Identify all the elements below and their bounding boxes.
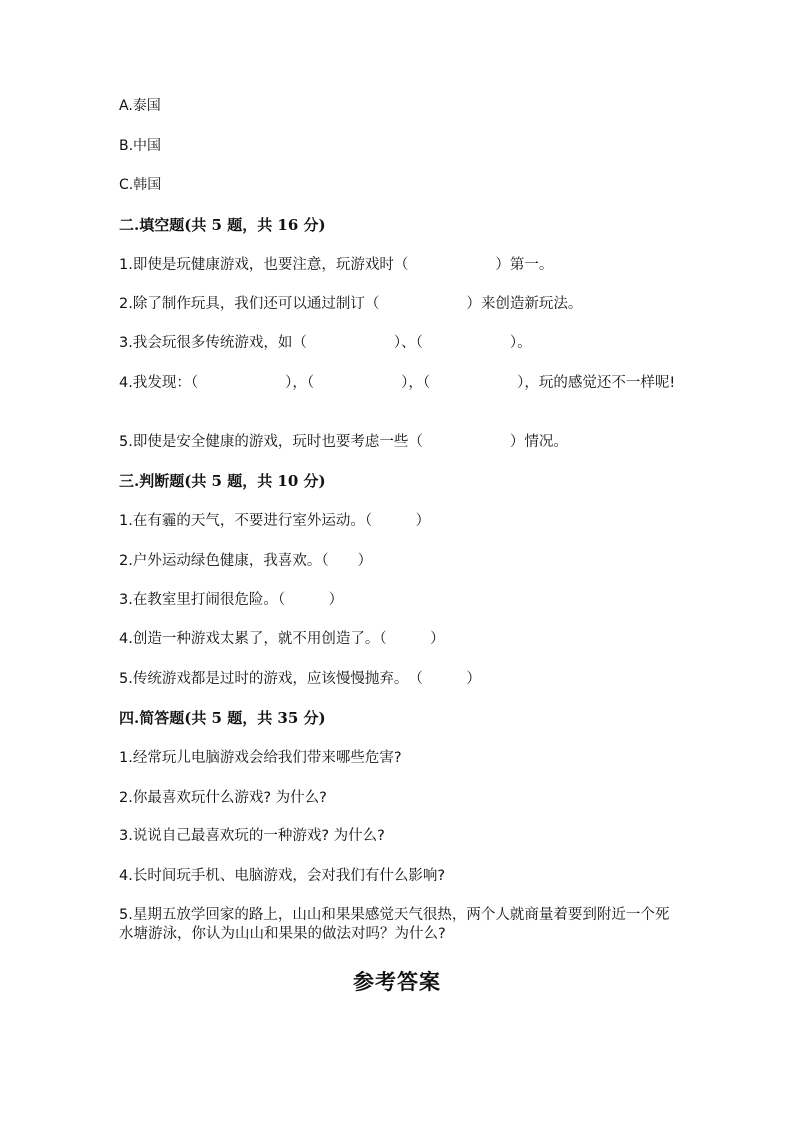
question-item: 3.在教室里打闹很危险。（ ）	[119, 592, 344, 608]
option-b: B.中国	[119, 138, 162, 154]
question-item: 4.创造一种游戏太累了，就不用创造了。（ ）	[119, 631, 445, 647]
question-item: 3.说说自己最喜欢玩的一种游戏? 为什么?	[119, 828, 385, 844]
question-item: 3.我会玩很多传统游戏，如（ ）、（ ）。	[119, 335, 532, 351]
question-item: 1.经常玩儿电脑游戏会给我们带来哪些危害?	[119, 750, 402, 766]
question-item: 5.星期五放学回家的路上，山山和果果感觉天气很热，两个人就商量着要到附近一个死水塘游泳，你认为山山和果果的做法对吗？为什么?	[119, 907, 670, 942]
question-item: 2.你最喜欢玩什么游戏? 为什么?	[119, 790, 327, 806]
question-item: 5.即使是安全健康的游戏，玩时也要考虑一些（ ）情况。	[119, 434, 568, 450]
question-item: 2.除了制作玩具，我们还可以通过制订（ ）来创造新玩法。	[119, 296, 583, 312]
section-heading-true-false: 三.判断题(共 5 题，共 10 分)	[119, 472, 326, 490]
answer-key-title: 参考答案	[353, 969, 441, 994]
section-heading-short-answer: 四.简答题(共 5 题，共 35 分)	[119, 709, 326, 727]
section-heading-fill-in: 二.填空题(共 5 题，共 16 分)	[119, 216, 326, 234]
question-item: 4.长时间玩手机、电脑游戏，会对我们有什么影响?	[119, 868, 446, 884]
option-c: C.韩国	[119, 177, 162, 193]
question-item: 4.我发现：（ ），（ ），（ ），玩的感觉还不一样呢!	[119, 375, 676, 391]
option-a: A.泰国	[119, 98, 161, 114]
question-item: 5.传统游戏都是过时的游戏，应该慢慢抛弃。 （ ）	[119, 671, 481, 687]
question-item: 1.即使是玩健康游戏，也要注意，玩游戏时（ ）第一。	[119, 257, 554, 273]
question-item: 1.在有霾的天气，不要进行室外运动。（ ）	[119, 513, 431, 529]
question-item: 2.户外运动绿色健康，我喜欢。（ ）	[119, 553, 373, 569]
